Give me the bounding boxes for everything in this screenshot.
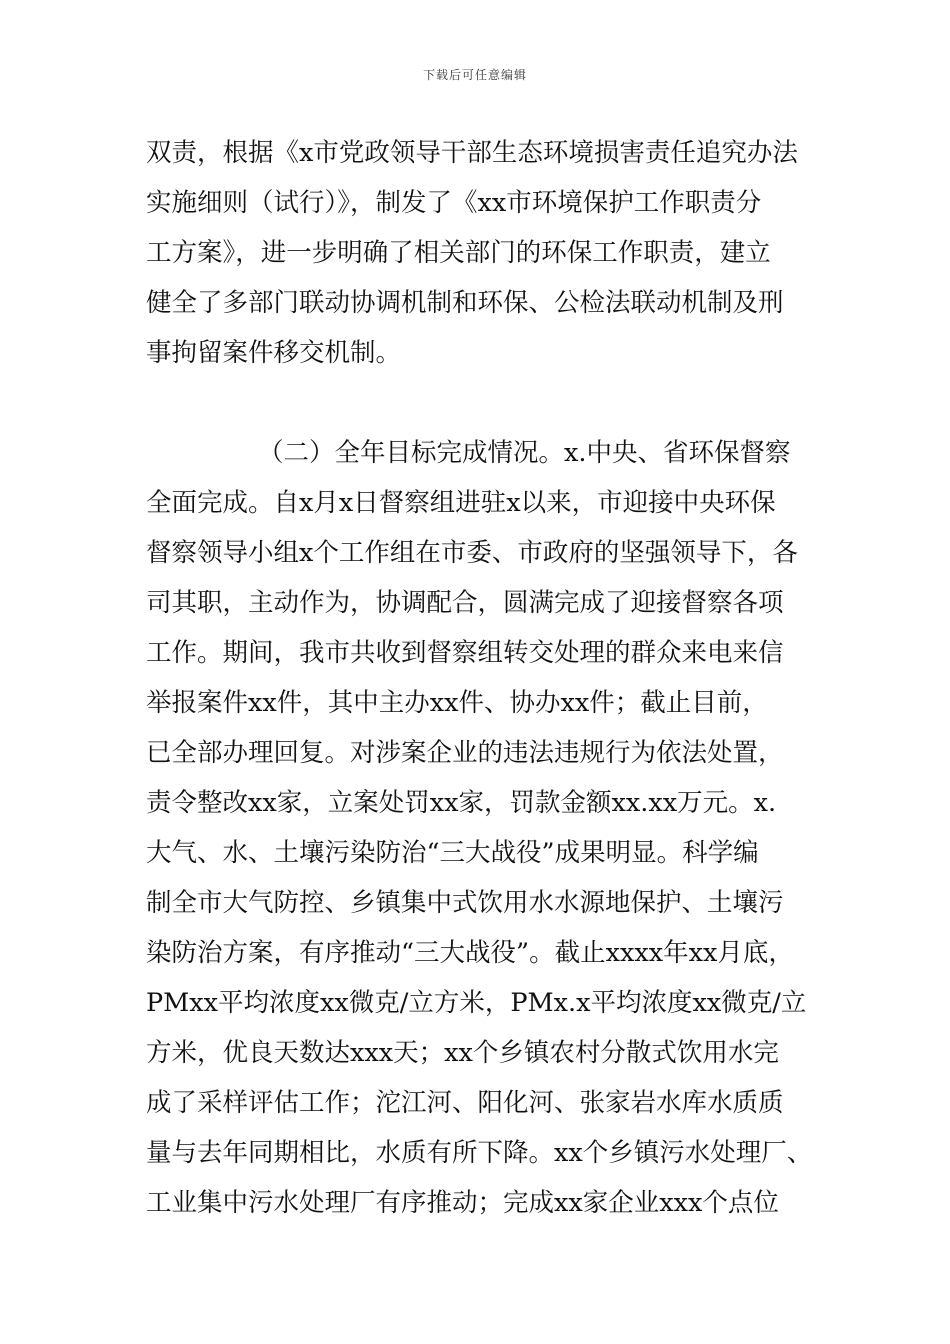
text-line: 司其职，主动作为，协调配合，圆满完成了迎接督察各项 (146, 588, 784, 618)
text-line: 督察领导小组x个工作组在市委、市政府的坚强领导下，各 (146, 538, 798, 568)
text-line: 责令整改xx家，立案处罚xx家，罚款金额xx.xx万元。x. (146, 788, 777, 818)
text-line: 已全部办理回复。对涉案企业的违法违规行为依法处置， (146, 738, 784, 768)
text-line: 举报案件xx件，其中主办xx件、协办xx件；截止目前， (146, 688, 768, 718)
text-line: 染防治方案，有序推动“三大战役”。截止xxxx年xx月底， (146, 938, 794, 968)
text-line: 双责，根据《x市党政领导干部生态环境损害责任追究办法 (146, 138, 798, 168)
text-line: 实施细则（试行）》，制发了《xx市环境保护工作职责分 (146, 188, 762, 218)
text-line: 大气、水、土壤污染防治“三大战役”成果明显。科学编 (146, 838, 759, 868)
text-line: 工方案》，进一步明确了相关部门的环保工作职责，建立 (146, 238, 771, 268)
text-line: 全面完成。自x月x日督察组进驻x以来，市迎接中央环保 (146, 488, 776, 518)
text-line: PMxx平均浓度xx微克/立方米，PMx.x平均浓度xx微克/立 (146, 988, 807, 1018)
text-line: 量与去年同期相比，水质有所下降。xx个乡镇污水处理厂、 (146, 1138, 813, 1168)
paragraph-responsibilities (146, 128, 836, 378)
paragraph-annual-goals (146, 428, 836, 1228)
text-line: 事拘留案件移交机制。 (146, 338, 402, 368)
text-line: 工业集中污水处理厂有序推动；完成xx家企业xxx个点位 (146, 1188, 779, 1218)
text-line: 制全市大气防控、乡镇集中式饮用水水源地保护、土壤污 (146, 888, 784, 918)
text-line: 成了采样评估工作；沱江河、阳化河、张家岩水库水质质 (146, 1088, 784, 1118)
text-line: 方米，优良天数达xxx天；xx个乡镇农村分散式饮用水完 (146, 1038, 779, 1068)
page-header: 下载后可任意编辑 (422, 68, 527, 82)
text-line: 工作。期间，我市共收到督察组转交处理的群众来电来信 (146, 638, 784, 668)
text-line-indented: （二）全年目标完成情况。x.中央、省环保督察 (258, 438, 791, 468)
text-line: 健全了多部门联动协调机制和环保、公检法联动机制及刑 (146, 288, 784, 318)
